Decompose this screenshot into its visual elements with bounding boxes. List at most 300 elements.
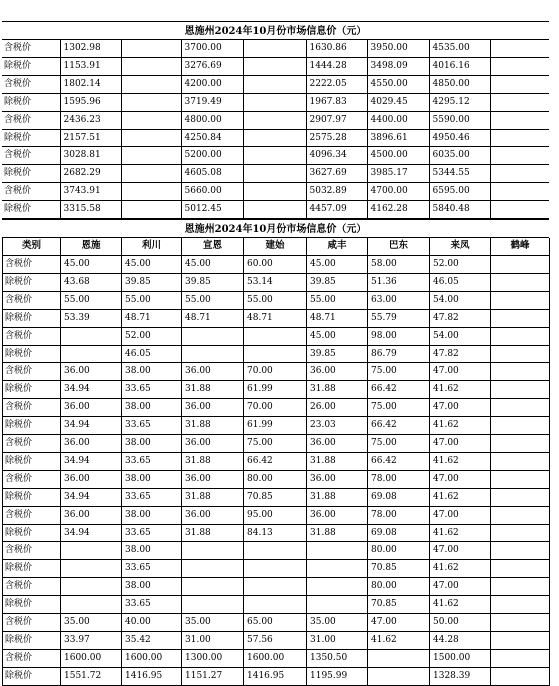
price-cell bbox=[244, 542, 307, 560]
price-cell: 36.00 bbox=[61, 435, 122, 453]
row-label: 含税价 bbox=[3, 327, 61, 345]
price-cell: 4605.08 bbox=[181, 165, 243, 183]
price-cell: 2157.51 bbox=[60, 129, 121, 147]
price-cell: 70.85 bbox=[368, 560, 430, 578]
price-cell: 3276.69 bbox=[181, 57, 243, 75]
price-cell bbox=[307, 542, 368, 560]
table-row bbox=[3, 399, 550, 417]
price-cell: 33.65 bbox=[122, 488, 182, 506]
price-cell bbox=[491, 524, 550, 542]
price-cell: 61.99 bbox=[244, 417, 307, 435]
row-label: 含税价 bbox=[2, 183, 60, 201]
price-cell: 75.00 bbox=[244, 435, 307, 453]
price-cell bbox=[61, 596, 122, 614]
price-cell: 4500.00 bbox=[367, 147, 429, 165]
price-cell bbox=[121, 93, 181, 111]
price-cell: 3985.17 bbox=[367, 165, 429, 183]
row-label: 除税价 bbox=[3, 488, 61, 506]
price-cell: 47.00 bbox=[430, 578, 491, 596]
table-row bbox=[3, 417, 550, 435]
table-row bbox=[3, 452, 550, 470]
price-cell: 44.28 bbox=[430, 632, 491, 650]
column-header: 利川 bbox=[122, 238, 182, 255]
table-row bbox=[3, 524, 550, 542]
price-cell: 1300.00 bbox=[182, 649, 244, 667]
table-row bbox=[3, 435, 550, 453]
price-cell: 80.00 bbox=[368, 578, 430, 596]
price-cell bbox=[491, 435, 550, 453]
price-cell: 45.00 bbox=[61, 255, 122, 273]
row-label: 含税价 bbox=[3, 649, 61, 667]
price-cell: 1328.39 bbox=[430, 667, 491, 685]
price-cell: 3028.81 bbox=[60, 147, 121, 165]
price-cell bbox=[61, 542, 122, 560]
price-cell bbox=[491, 327, 550, 345]
price-cell: 31.88 bbox=[307, 452, 368, 470]
price-cell: 23.03 bbox=[307, 417, 368, 435]
price-cell: 46.05 bbox=[430, 273, 491, 291]
column-header: 建始 bbox=[244, 238, 307, 255]
price-cell: 2222.05 bbox=[306, 75, 367, 93]
row-label: 含税价 bbox=[2, 111, 60, 129]
table1-title: 恩施州2024年10月份市场信息价（元） bbox=[2, 21, 549, 40]
price-cell: 3896.61 bbox=[367, 129, 429, 147]
table-row bbox=[3, 667, 550, 685]
row-label: 除税价 bbox=[3, 596, 61, 614]
price-cell: 1153.91 bbox=[60, 57, 121, 75]
price-cell: 45.00 bbox=[122, 255, 182, 273]
price-cell bbox=[182, 327, 244, 345]
price-cell: 6035.00 bbox=[429, 147, 490, 165]
price-cell: 70.00 bbox=[244, 363, 307, 381]
column-header: 巴东 bbox=[368, 238, 430, 255]
price-cell: 5840.48 bbox=[429, 201, 490, 219]
price-cell: 4295.12 bbox=[429, 93, 490, 111]
price-cell: 41.62 bbox=[430, 381, 491, 399]
price-cell: 4029.45 bbox=[367, 93, 429, 111]
price-cell: 84.13 bbox=[244, 524, 307, 542]
table-row bbox=[2, 165, 549, 183]
price-table-2 bbox=[2, 238, 550, 686]
price-cell: 36.00 bbox=[182, 363, 244, 381]
price-cell: 50.00 bbox=[430, 614, 491, 632]
price-cell: 34.94 bbox=[61, 488, 122, 506]
table-row bbox=[3, 632, 550, 650]
price-cell: 33.65 bbox=[122, 524, 182, 542]
row-label: 含税价 bbox=[3, 399, 61, 417]
table-row bbox=[3, 596, 550, 614]
price-cell: 40.00 bbox=[122, 614, 182, 632]
price-cell bbox=[61, 327, 122, 345]
price-cell: 66.42 bbox=[368, 417, 430, 435]
price-cell bbox=[121, 40, 181, 57]
price-cell: 4535.00 bbox=[429, 40, 490, 57]
price-cell: 2682.29 bbox=[60, 165, 121, 183]
row-label: 含税价 bbox=[3, 542, 61, 560]
price-cell: 3950.00 bbox=[367, 40, 429, 57]
price-table-1 bbox=[2, 40, 549, 219]
row-label: 除税价 bbox=[3, 632, 61, 650]
row-label: 除税价 bbox=[3, 417, 61, 435]
price-cell: 31.00 bbox=[182, 632, 244, 650]
price-cell: 36.00 bbox=[182, 399, 244, 417]
price-cell bbox=[491, 596, 550, 614]
price-cell: 47.00 bbox=[430, 363, 491, 381]
price-cell: 75.00 bbox=[368, 399, 430, 417]
row-label: 除税价 bbox=[3, 273, 61, 291]
price-cell bbox=[121, 57, 181, 75]
price-cell bbox=[368, 667, 430, 685]
price-cell bbox=[491, 291, 550, 309]
price-cell bbox=[307, 578, 368, 596]
price-cell: 39.85 bbox=[122, 273, 182, 291]
row-label: 除税价 bbox=[3, 667, 61, 685]
price-cell: 54.00 bbox=[430, 327, 491, 345]
price-cell: 52.00 bbox=[430, 255, 491, 273]
price-cell: 4200.00 bbox=[181, 75, 243, 93]
price-cell: 31.88 bbox=[307, 381, 368, 399]
price-cell: 33.65 bbox=[122, 560, 182, 578]
table-row bbox=[3, 488, 550, 506]
column-header: 咸丰 bbox=[307, 238, 368, 255]
table-row bbox=[3, 506, 550, 524]
price-cell: 4700.00 bbox=[367, 183, 429, 201]
row-label: 除税价 bbox=[3, 309, 61, 327]
price-cell: 1967.83 bbox=[306, 93, 367, 111]
price-cell bbox=[61, 345, 122, 363]
price-cell bbox=[491, 255, 550, 273]
price-cell bbox=[490, 111, 549, 129]
price-cell: 1600.00 bbox=[61, 649, 122, 667]
row-label: 除税价 bbox=[2, 57, 60, 75]
price-cell: 48.71 bbox=[182, 309, 244, 327]
table-row bbox=[3, 542, 550, 560]
price-cell: 36.00 bbox=[307, 506, 368, 524]
row-label: 含税价 bbox=[3, 578, 61, 596]
price-cell: 1416.95 bbox=[244, 667, 307, 685]
price-cell: 31.00 bbox=[307, 632, 368, 650]
price-cell bbox=[491, 273, 550, 291]
price-cell bbox=[491, 309, 550, 327]
price-cell: 55.00 bbox=[122, 291, 182, 309]
price-cell bbox=[491, 542, 550, 560]
price-cell: 47.00 bbox=[430, 399, 491, 417]
price-cell: 1350.50 bbox=[307, 649, 368, 667]
price-cell: 3719.49 bbox=[181, 93, 243, 111]
price-cell: 33.65 bbox=[122, 452, 182, 470]
row-label: 含税价 bbox=[3, 255, 61, 273]
table2-header-row bbox=[3, 238, 550, 255]
price-cell: 69.08 bbox=[368, 524, 430, 542]
price-cell bbox=[61, 578, 122, 596]
price-cell: 38.00 bbox=[122, 399, 182, 417]
price-cell: 98.00 bbox=[368, 327, 430, 345]
price-cell: 1595.96 bbox=[60, 93, 121, 111]
price-cell: 80.00 bbox=[368, 542, 430, 560]
price-cell: 70.00 bbox=[244, 399, 307, 417]
price-cell: 36.00 bbox=[61, 363, 122, 381]
price-cell: 5200.00 bbox=[181, 147, 243, 165]
price-cell: 35.00 bbox=[307, 614, 368, 632]
price-cell: 78.00 bbox=[368, 506, 430, 524]
price-cell: 45.00 bbox=[182, 255, 244, 273]
table-row bbox=[3, 470, 550, 488]
row-label: 除税价 bbox=[3, 524, 61, 542]
row-label: 除税价 bbox=[2, 129, 60, 147]
price-cell bbox=[491, 506, 550, 524]
price-cell: 38.00 bbox=[122, 578, 182, 596]
price-cell: 58.00 bbox=[368, 255, 430, 273]
price-cell: 39.85 bbox=[307, 345, 368, 363]
price-cell: 1802.14 bbox=[60, 75, 121, 93]
row-label: 含税价 bbox=[2, 40, 60, 57]
price-cell: 4800.00 bbox=[181, 111, 243, 129]
price-cell: 36.00 bbox=[61, 399, 122, 417]
price-cell: 52.00 bbox=[122, 327, 182, 345]
price-cell: 75.00 bbox=[368, 363, 430, 381]
price-cell bbox=[490, 57, 549, 75]
price-cell: 5032.89 bbox=[306, 183, 367, 201]
row-label: 除税价 bbox=[2, 93, 60, 111]
price-cell bbox=[491, 578, 550, 596]
price-cell: 39.85 bbox=[307, 273, 368, 291]
price-cell: 55.79 bbox=[368, 309, 430, 327]
price-cell bbox=[490, 201, 549, 219]
price-cell bbox=[182, 596, 244, 614]
price-cell: 1630.86 bbox=[306, 40, 367, 57]
price-cell: 31.88 bbox=[182, 417, 244, 435]
price-cell: 55.00 bbox=[307, 291, 368, 309]
price-cell bbox=[491, 381, 550, 399]
price-cell: 36.00 bbox=[182, 506, 244, 524]
table-row bbox=[3, 560, 550, 578]
price-cell bbox=[182, 578, 244, 596]
price-cell: 69.08 bbox=[368, 488, 430, 506]
price-cell: 36.00 bbox=[307, 363, 368, 381]
price-cell: 36.00 bbox=[182, 470, 244, 488]
price-cell bbox=[491, 399, 550, 417]
price-cell: 6595.00 bbox=[429, 183, 490, 201]
price-cell: 34.94 bbox=[61, 381, 122, 399]
price-cell: 36.00 bbox=[61, 506, 122, 524]
price-cell: 66.42 bbox=[244, 452, 307, 470]
price-cell: 51.36 bbox=[368, 273, 430, 291]
price-cell: 1151.27 bbox=[182, 667, 244, 685]
price-cell bbox=[182, 345, 244, 363]
price-cell: 31.88 bbox=[307, 488, 368, 506]
price-cell: 53.14 bbox=[244, 273, 307, 291]
table-row bbox=[3, 273, 550, 291]
price-cell: 41.62 bbox=[430, 524, 491, 542]
price-cell bbox=[491, 649, 550, 667]
price-cell bbox=[182, 560, 244, 578]
table-row bbox=[3, 309, 550, 327]
price-cell: 4550.00 bbox=[367, 75, 429, 93]
price-cell: 5344.55 bbox=[429, 165, 490, 183]
price-cell: 47.00 bbox=[430, 506, 491, 524]
price-cell: 47.00 bbox=[430, 542, 491, 560]
price-cell: 4016.16 bbox=[429, 57, 490, 75]
price-cell: 54.00 bbox=[430, 291, 491, 309]
price-cell bbox=[121, 165, 181, 183]
row-label: 含税价 bbox=[3, 470, 61, 488]
price-cell bbox=[491, 363, 550, 381]
price-cell: 3700.00 bbox=[181, 40, 243, 57]
price-cell: 1416.95 bbox=[122, 667, 182, 685]
price-cell bbox=[243, 57, 306, 75]
price-cell: 41.62 bbox=[430, 596, 491, 614]
price-cell: 31.88 bbox=[182, 381, 244, 399]
price-cell: 60.00 bbox=[244, 255, 307, 273]
row-label: 除税价 bbox=[2, 165, 60, 183]
row-label: 含税价 bbox=[2, 147, 60, 165]
price-cell: 1600.00 bbox=[244, 649, 307, 667]
price-cell: 4250.84 bbox=[181, 129, 243, 147]
row-label: 除税价 bbox=[3, 560, 61, 578]
price-cell: 3498.09 bbox=[367, 57, 429, 75]
price-cell bbox=[307, 560, 368, 578]
price-cell bbox=[491, 560, 550, 578]
price-cell: 36.00 bbox=[182, 435, 244, 453]
price-cell: 47.00 bbox=[368, 614, 430, 632]
price-cell: 3627.69 bbox=[306, 165, 367, 183]
row-label: 含税价 bbox=[3, 291, 61, 309]
price-cell bbox=[491, 470, 550, 488]
price-cell: 66.42 bbox=[368, 452, 430, 470]
table-row bbox=[3, 649, 550, 667]
price-cell bbox=[121, 147, 181, 165]
price-cell: 1500.00 bbox=[430, 649, 491, 667]
price-cell bbox=[243, 183, 306, 201]
table-row bbox=[2, 57, 549, 75]
price-cell bbox=[491, 452, 550, 470]
row-label: 含税价 bbox=[3, 614, 61, 632]
price-cell: 80.00 bbox=[244, 470, 307, 488]
table-row bbox=[2, 40, 549, 57]
price-cell: 2575.28 bbox=[306, 129, 367, 147]
price-cell bbox=[491, 614, 550, 632]
price-cell: 38.00 bbox=[122, 435, 182, 453]
price-cell: 65.00 bbox=[244, 614, 307, 632]
price-cell: 2436.23 bbox=[60, 111, 121, 129]
price-cell: 55.00 bbox=[182, 291, 244, 309]
table-row bbox=[2, 75, 549, 93]
price-cell: 70.85 bbox=[244, 488, 307, 506]
price-cell: 1600.00 bbox=[122, 649, 182, 667]
price-cell: 39.85 bbox=[182, 273, 244, 291]
price-cell bbox=[307, 596, 368, 614]
price-cell bbox=[61, 560, 122, 578]
price-cell: 48.71 bbox=[122, 309, 182, 327]
table-row bbox=[3, 578, 550, 596]
table-row bbox=[3, 327, 550, 345]
price-cell: 4096.34 bbox=[306, 147, 367, 165]
row-label: 除税价 bbox=[3, 381, 61, 399]
price-cell: 31.88 bbox=[182, 524, 244, 542]
table-row bbox=[3, 381, 550, 399]
price-cell: 57.56 bbox=[244, 632, 307, 650]
column-header: 鹤峰 bbox=[491, 238, 550, 255]
price-cell: 43.68 bbox=[61, 273, 122, 291]
price-cell: 4457.09 bbox=[306, 201, 367, 219]
price-cell: 41.62 bbox=[430, 452, 491, 470]
price-cell: 41.62 bbox=[368, 632, 430, 650]
price-cell: 2907.97 bbox=[306, 111, 367, 129]
price-cell: 5590.00 bbox=[429, 111, 490, 129]
table-row bbox=[3, 345, 550, 363]
price-cell: 4850.00 bbox=[429, 75, 490, 93]
price-cell: 38.00 bbox=[122, 470, 182, 488]
price-cell: 86.79 bbox=[368, 345, 430, 363]
price-cell bbox=[244, 327, 307, 345]
price-cell bbox=[491, 488, 550, 506]
price-cell: 95.00 bbox=[244, 506, 307, 524]
price-cell bbox=[491, 417, 550, 435]
price-cell: 55.00 bbox=[244, 291, 307, 309]
table2-title: 恩施州2024年10月份市场信息价（元） bbox=[2, 219, 549, 238]
price-cell: 45.00 bbox=[307, 255, 368, 273]
price-cell bbox=[243, 165, 306, 183]
price-cell: 41.62 bbox=[430, 560, 491, 578]
price-cell: 38.00 bbox=[122, 506, 182, 524]
price-cell: 36.00 bbox=[307, 435, 368, 453]
price-cell: 78.00 bbox=[368, 470, 430, 488]
price-cell: 47.00 bbox=[430, 435, 491, 453]
row-label: 除税价 bbox=[2, 201, 60, 219]
price-cell: 34.94 bbox=[61, 452, 122, 470]
price-cell: 33.65 bbox=[122, 381, 182, 399]
price-cell: 35.00 bbox=[61, 614, 122, 632]
price-cell: 38.00 bbox=[122, 363, 182, 381]
price-cell bbox=[490, 147, 549, 165]
price-cell bbox=[244, 560, 307, 578]
price-cell: 1195.99 bbox=[307, 667, 368, 685]
price-cell: 1551.72 bbox=[61, 667, 122, 685]
price-cell bbox=[490, 129, 549, 147]
price-cell bbox=[182, 542, 244, 560]
price-cell bbox=[121, 183, 181, 201]
price-cell bbox=[121, 75, 181, 93]
price-cell: 47.82 bbox=[430, 309, 491, 327]
price-cell: 4950.46 bbox=[429, 129, 490, 147]
price-cell: 1302.98 bbox=[60, 40, 121, 57]
price-cell: 33.65 bbox=[122, 417, 182, 435]
price-cell: 5660.00 bbox=[181, 183, 243, 201]
column-header: 类别 bbox=[3, 238, 61, 255]
price-cell bbox=[243, 93, 306, 111]
table-row bbox=[3, 363, 550, 381]
price-cell bbox=[490, 93, 549, 111]
price-cell bbox=[243, 40, 306, 57]
row-label: 含税价 bbox=[2, 75, 60, 93]
price-cell: 1444.28 bbox=[306, 57, 367, 75]
price-cell: 4162.28 bbox=[367, 201, 429, 219]
price-cell: 55.00 bbox=[61, 291, 122, 309]
table-row bbox=[3, 291, 550, 309]
price-cell bbox=[491, 632, 550, 650]
price-cell bbox=[121, 111, 181, 129]
price-cell: 33.65 bbox=[122, 596, 182, 614]
price-cell bbox=[490, 165, 549, 183]
table-row bbox=[2, 93, 549, 111]
price-cell: 31.88 bbox=[182, 452, 244, 470]
price-cell: 63.00 bbox=[368, 291, 430, 309]
table-row bbox=[2, 147, 549, 165]
price-cell: 61.99 bbox=[244, 381, 307, 399]
column-header: 来凤 bbox=[430, 238, 491, 255]
price-cell bbox=[491, 345, 550, 363]
table-row bbox=[2, 129, 549, 147]
